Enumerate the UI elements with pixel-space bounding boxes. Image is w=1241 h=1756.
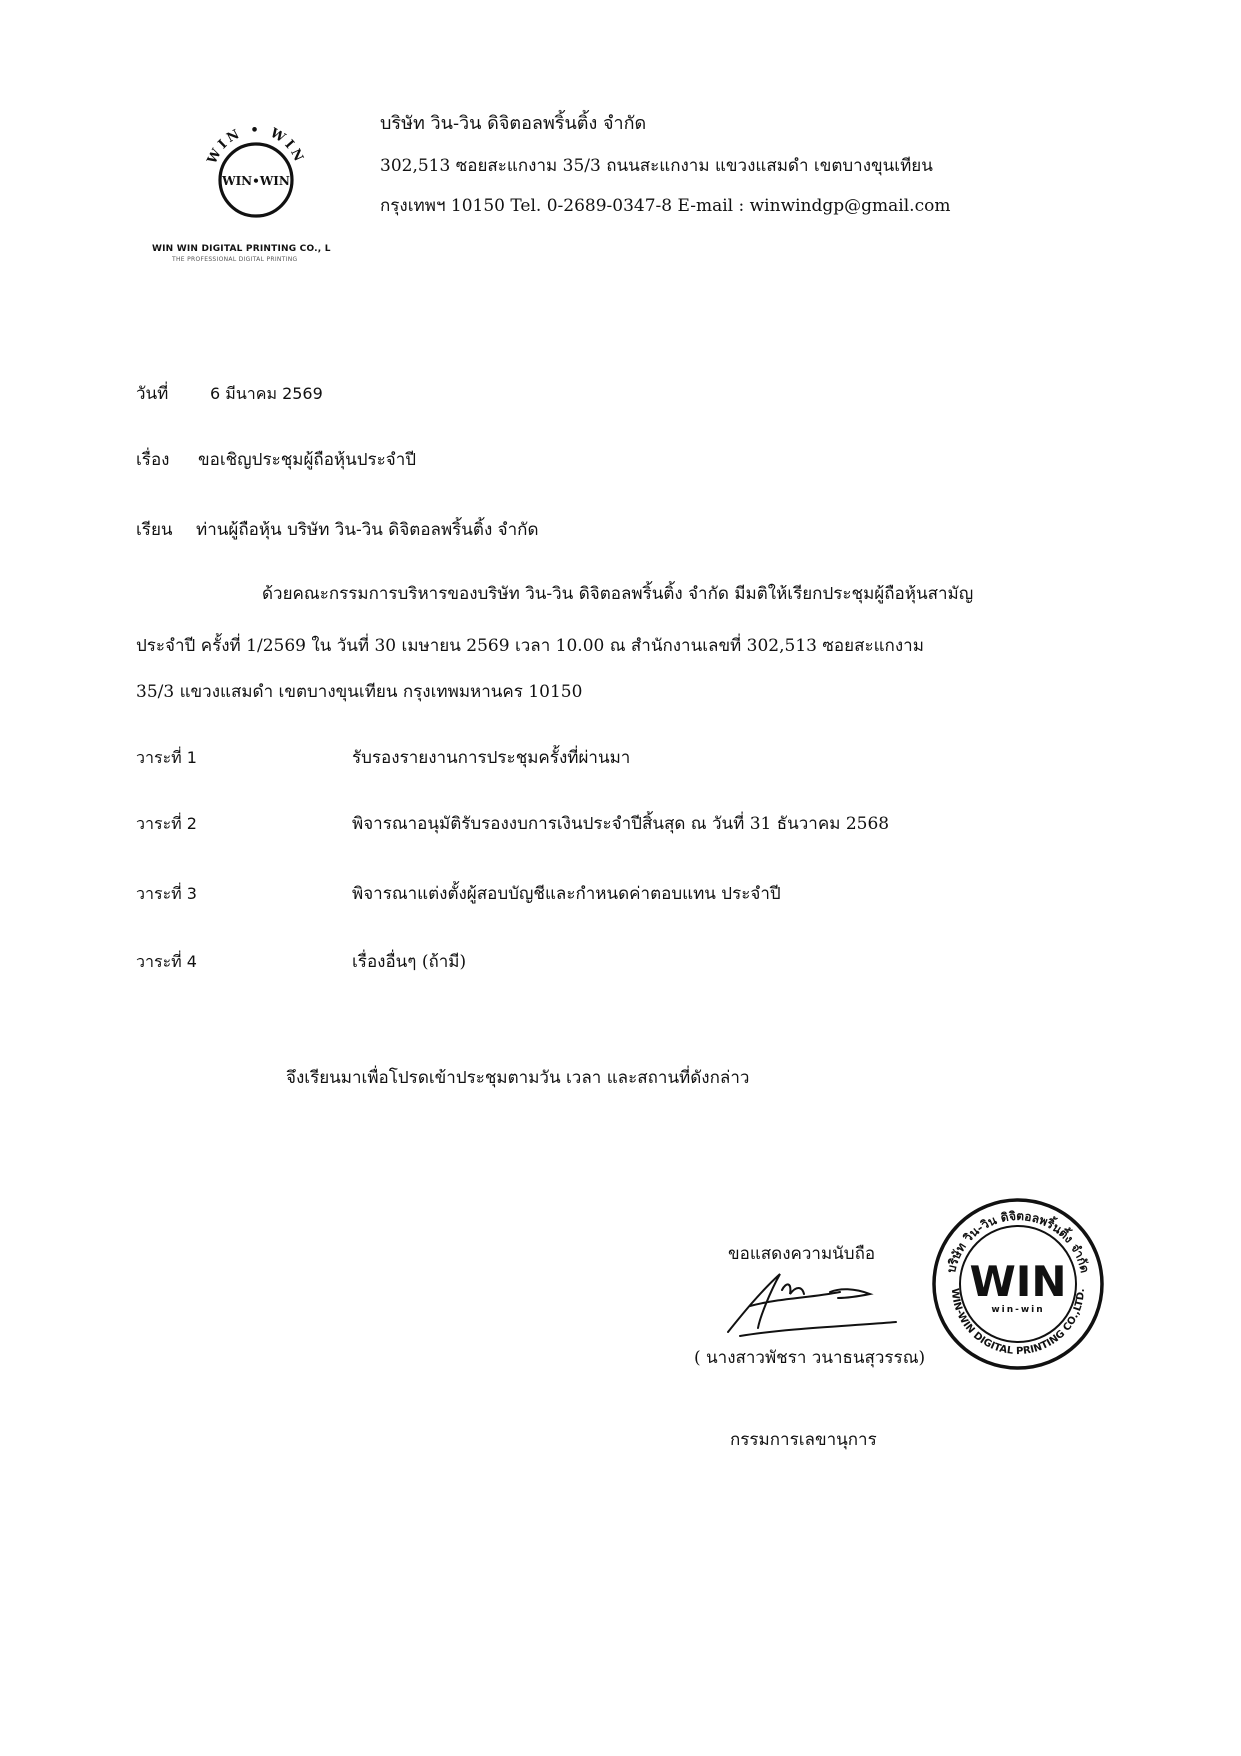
logo-center-text: WIN•WIN <box>222 174 290 188</box>
body-line-2: ประจำปี ครั้งที่ 1/2569 ใน วันที่ 30 เมษายน 2569 เวลา 10.00 ณ สำนักงานเลขที่ 302,513 ซอยสะแกงาม <box>136 636 924 656</box>
handwritten-signature <box>720 1262 910 1340</box>
agenda-text-2: พิจารณาอนุมัติรับรองงบการเงินประจำปีสิ้นสุด ณ วันที่ 31 ธันวาคม 2568 <box>352 814 890 834</box>
agenda-text-4: เรื่องอื่นๆ (ถ้ามี) <box>352 952 467 972</box>
recipient-label: เรียน <box>136 520 173 540</box>
signer-position: กรรมการเลขานุการ <box>730 1430 877 1450</box>
stamp-top-arc: บริษัท วิน-วิน ดิจิตอลพริ้นติ้ง จำกัด <box>944 1208 1092 1275</box>
company-contact: กรุงเทพฯ 10150 Tel. 0-2689-0347-8 E-mail : winwindgp@gmail.com <box>380 196 951 216</box>
company-logo <box>200 108 310 238</box>
date-label: วันที่ <box>136 384 169 404</box>
agenda-label-3: วาระที่ 3 <box>136 884 197 903</box>
closing-line: จึงเรียนมาเพื่อโปรดเข้าประชุมตามวัน เวลา และสถานที่ดังกล่าว <box>286 1068 750 1088</box>
stamp-center: WIN <box>969 1257 1067 1306</box>
subject-value: ขอเชิญประชุมผู้ถือหุ้นประจำปี <box>198 450 417 470</box>
recipient-value: ท่านผู้ถือหุ้น บริษัท วิน-วิน ดิจิตอลพริ้นติ้ง จำกัด <box>196 520 539 540</box>
logo-arc-text: WIN • WIN <box>204 123 308 167</box>
company-address: 302,513 ซอยสะแกงาม 35/3 ถนนสะแกงาม แขวงแสมดำ เขตบางขุนเทียน <box>380 156 933 176</box>
agenda-text-3: พิจารณาแต่งตั้งผู้สอบบัญชีและกำหนดค่าตอบแทน ประจำปี <box>352 884 781 904</box>
company-seal-stamp <box>930 1196 1106 1372</box>
agenda-text-1: รับรองรายงานการประชุมครั้งที่ผ่านมา <box>352 748 631 768</box>
agenda-label-4: วาระที่ 4 <box>136 952 197 971</box>
stamp-sub: win-win <box>991 1305 1045 1315</box>
agenda-label-1: วาระที่ 1 <box>136 748 197 767</box>
logo-subcaption: THE PROFESSIONAL DIGITAL PRINTING <box>172 256 298 263</box>
date-value: 6 มีนาคม 2569 <box>210 384 323 403</box>
subject-label: เรื่อง <box>136 450 170 470</box>
signer-name: ( นางสาวพัชรา วนาธนสุวรรณ) <box>694 1348 926 1368</box>
body-line-1: ด้วยคณะกรรมการบริหารของบริษัท วิน-วิน ดิจิตอลพริ้นติ้ง จำกัด มีมติให้เรียกประชุมผู้ถือหุ้นสามัญ <box>262 584 974 604</box>
respect-line: ขอแสดงความนับถือ <box>728 1244 876 1264</box>
logo-caption: WIN WIN DIGITAL PRINTING CO., L <box>152 244 331 254</box>
company-name: บริษัท วิน-วิน ดิจิตอลพริ้นติ้ง จำกัด <box>380 113 647 134</box>
agenda-label-2: วาระที่ 2 <box>136 814 197 833</box>
body-line-3: 35/3 แขวงแสมดำ เขตบางขุนเทียน กรุงเทพมหานคร 10150 <box>136 682 583 702</box>
stamp-bottom-arc: WIN-WIN DIGITAL PRINTING CO.,LTD. <box>948 1287 1088 1358</box>
